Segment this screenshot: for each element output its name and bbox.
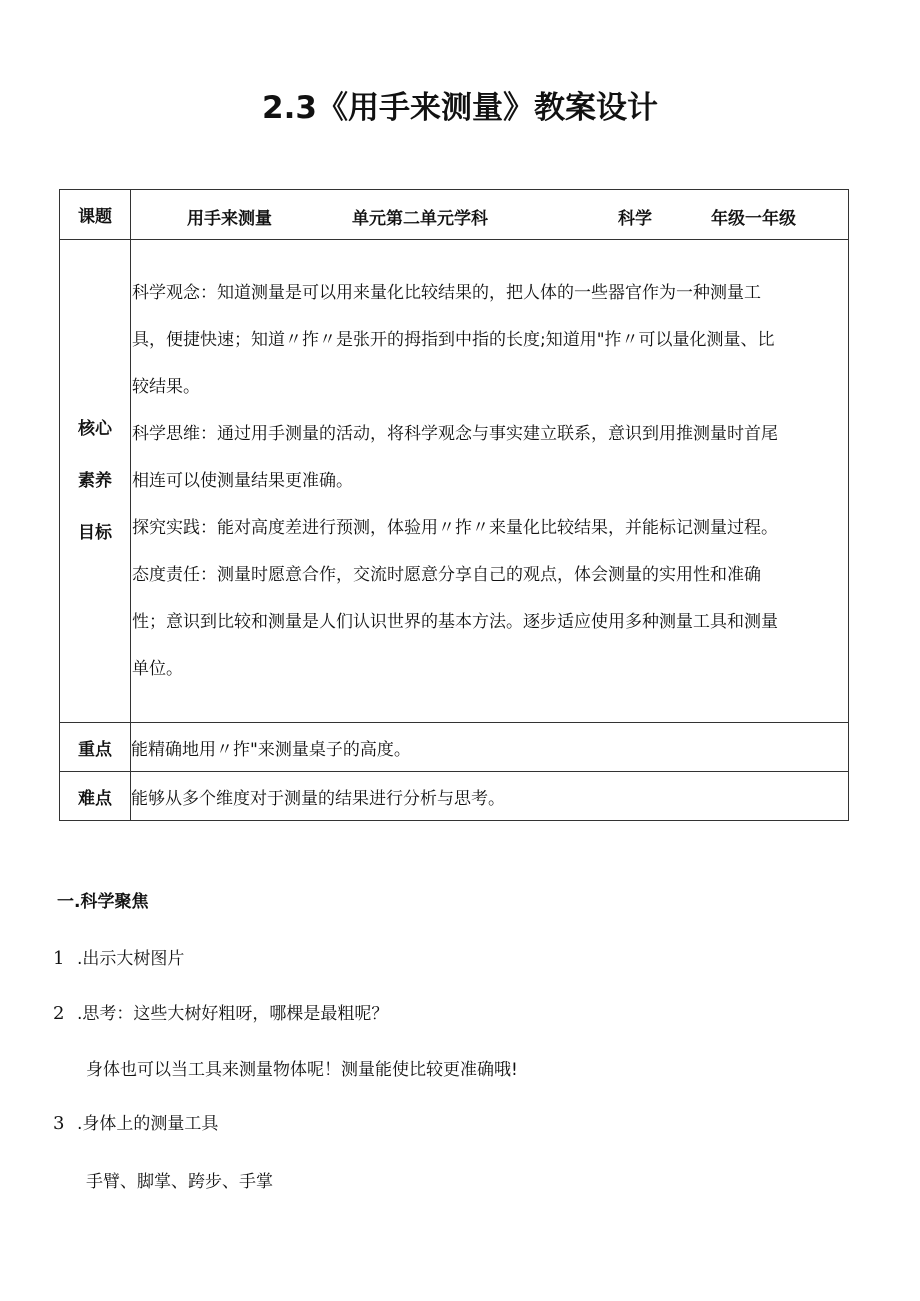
difficulty-content: 能够从多个维度对于测量的结果进行分析与思考。 xyxy=(131,772,849,821)
list-item-text: .身体上的测量工具 xyxy=(77,1114,219,1134)
goal-line: 较结果。 xyxy=(132,376,200,397)
difficulty-label: 难点 xyxy=(60,772,131,821)
list-item xyxy=(53,999,388,1024)
goal-line: 科学观念：知道测量是可以用来量化比较结果的，把人体的一些器官作为一种测量工 xyxy=(132,282,761,303)
subject-value: 科学 xyxy=(618,209,652,229)
sub-paragraph: 身体也可以当工具来测量物体呢！测量能使比较更准确哦! xyxy=(86,1060,518,1080)
section-heading: 一.科学聚焦 xyxy=(57,892,149,912)
topic-value: 用手来测量 xyxy=(187,209,272,229)
table-row-topic xyxy=(60,190,849,240)
goal-line: 相连可以使测量结果更准确。 xyxy=(132,470,353,491)
topic-label: 课题 xyxy=(60,190,131,240)
core-goals-content xyxy=(131,240,849,723)
topic-info-cell xyxy=(131,190,849,240)
grade-value: 年级一年级 xyxy=(711,209,796,229)
core-goals-label-line: 目标 xyxy=(78,523,112,543)
list-item xyxy=(53,944,184,969)
list-item-text: .思考：这些大树好粗呀，哪棵是最粗呢？ xyxy=(77,1004,389,1024)
goal-line: 具，便捷快速；知道〃拃〃是张开的拇指到中指的长度;知道用"拃〃可以量化测量、比 xyxy=(132,329,775,350)
goal-line: 探究实践：能对高度差进行预测，体验用〃拃〃来量化比较结果，并能标记测量过程。 xyxy=(132,517,778,538)
list-item-number: 3 xyxy=(53,1113,65,1134)
core-goals-label-line: 核心 xyxy=(78,419,112,439)
core-goals-label-line: 素养 xyxy=(78,471,112,491)
list-item-number: 2 xyxy=(53,1003,65,1024)
goal-line: 性；意识到比较和测量是人们认识世界的基本方法。逐步适应使用多种测量工具和测量 xyxy=(132,611,778,632)
key-point-content: 能精确地用〃拃"来测量桌子的高度。 xyxy=(131,723,849,772)
list-item-number: 1 xyxy=(53,948,65,969)
goal-line: 态度责任：测量时愿意合作，交流时愿意分享自己的观点，体会测量的实用性和准确 xyxy=(132,564,761,585)
page-title: 2.3《用手来测量》教案设计 xyxy=(262,90,658,126)
sub-paragraph: 手臂、脚掌、跨步、手掌 xyxy=(86,1172,273,1192)
unit-subject-label: 单元第二单元学科 xyxy=(352,209,488,229)
goal-line: 单位。 xyxy=(132,658,183,679)
list-item xyxy=(53,1109,218,1134)
goal-line: 科学思维：通过用手测量的活动，将科学观念与事实建立联系，意识到用推测量时首尾 xyxy=(132,423,778,444)
table-row-difficulty xyxy=(60,772,849,821)
table-row-core-goals xyxy=(60,240,849,723)
list-item-text: .出示大树图片 xyxy=(77,949,185,969)
lesson-plan-table xyxy=(59,189,849,821)
core-goals-label xyxy=(60,240,131,723)
table-row-key-point xyxy=(60,723,849,772)
key-point-label: 重点 xyxy=(60,723,131,772)
